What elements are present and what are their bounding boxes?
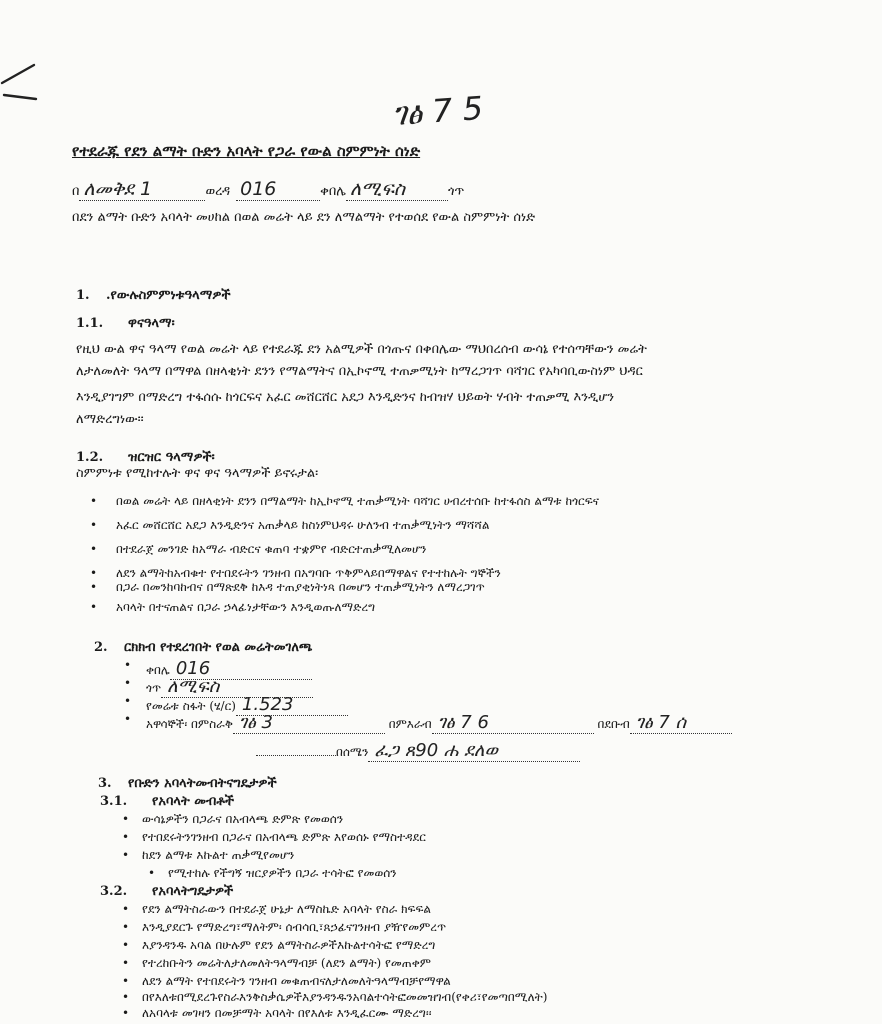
section-2-heading: 2. ርክክብ የተደረገበት የወል መሬትመገለጫ [94,640,313,655]
kebele-field: • ቀበሌ 016 [146,658,312,680]
gott-value: ለሚፍስ [346,178,448,201]
kebele-label: ቀበሌ [320,184,346,199]
paragraph-line: እንዲያገግም በማድረግ ተፋሰሱ ከጎርፍና አፈር መሸርሸር አደጋ እንዲድንና ከብዝሃ ህይወት ሃብት ተጠቃሚ እንዲሆን [76,390,615,405]
section-3-2-heading: 3.2. የአባላትግዴታዎች [100,884,234,899]
list-item: • በተደራጀ መንገድ ከአማራ ብድርና ቁጠባ ተቋምየ ብድርተጠቃሚለመሆን [116,542,426,557]
list-item: • በጋራ በመንከባከብና በማጽደቅ ከእዳ ተጠያቂነትነጻ በመሆን ተጠቃሚነትን ለማረጋገጥ [116,580,485,595]
location-line [72,178,464,201]
woreda-value: ለመቅደ 1 [79,178,205,201]
page-number: ገፅ 7 5 [390,88,485,134]
intro-line: በደን ልማት ቡድን አባላት መሀከል በወል መሬት ላይ ደን ለማልማት የተወሰደ የውል ስምምነት ሰነድ [72,210,536,225]
list-item: • አባላት በተናጠልና በጋራ ኃላፊነታቸውን እንዲወጡለማድረግ [116,600,375,615]
area-field: • የመሬቱ ስፋት (ሄ/ር) 1.523 [146,694,348,716]
list-item: • እያንዳንዱ አባል በሁሉም የደን ልማትስራዎችእኩልተሳትፎ የማድረግ [142,938,435,953]
document-title: የተደራጁ የደን ልማት ቡድን አባላት የጋራ የውል ስምምነት ሰነድ [72,142,421,160]
kebele-code: 016 [236,178,320,201]
section-3-heading: 3. የቡድን አባላትመብትናግዴታዎች [98,776,277,791]
gott-field: • ጎጥ ለሚፍስ [146,676,313,698]
list-sub-item: • የሚተከሉ የችግኝ ዝርያዎችን በጋራ ተሳትፎ የመወሰን [168,866,397,881]
section-1-2-heading: 1.2. ዝርዝር ዓላማዎች፡ [76,450,215,465]
woreda-label: ወረዳ [205,184,231,199]
section-1-1-heading: 1.1. ዋናዓላማ፡ [76,316,175,331]
borders-field: • አዋሳኞች፡ በምስራቅ ገፅ 3 በምእራብ ገፅ 7 6 በደቡብ ገፅ 7 ሰ [146,712,732,734]
list-item: • የተበደሩትንገንዘብ በጋራና በአብላጫ ድምጽ እየወሰኑ የማስተዳደር [142,830,426,845]
list-item: • በወል መሬት ላይ በዘላቂነት ደንን በማልማት ከኢኮኖሚ ተጠቃሚነት ባሻገር ሀብረተሰቡ ከተፋሰስ ልማቱ ከጎርፍና [116,494,599,509]
list-item: • በየእለቱበሚደረጉየስራእንቅስቃሴዎችእያንዳንዱንአባልተሳትፎመመዝገብ(የቀሪ፣የመጣበሚለት) [142,990,547,1005]
list-item: • ለደን ልማትከአብቁተ የተበደሩትን ገንዘብ በአግባቡ ጥቅምላይበማዋልና የተተከሉት ግኞችን [116,566,501,581]
paragraph-line: ለታለመለት ዓላማ በማዋል በዘላቂነት ደንን የማልማትና በኢኮኖሚ ተጠቃሚነት ከማረጋገጥ ባሻገር የአካባቢውስነም ህዳር [76,364,643,379]
pen-stroke-mark [0,55,60,105]
north-border-field: በሰሜን ፈጋ ጸ90 ሐ ደለወ [256,740,580,762]
paragraph-line: የዚህ ውል ዋና ዓላማ የወል መሬት ላይ የተደራጁ ደን አልሚዎች በጎጡና በቀበሌው ማህበረሰብ ውሳኔ የተሰጣቸውን መሬት [76,342,647,357]
paragraph-line: ለማድረግነው፡፡ [76,412,144,427]
section-1-heading: 1. .የውሉስምምነቱዓላማዎች [76,288,231,303]
list-item: • የተረከቡትን መሬትለታለመለትዓላማብቻ (ለደን ልማት) የመጠቀም [142,956,431,971]
list-item: • የደን ልማትስራውን በተደራጀ ሁኔታ ለማስኬድ አባላት የስራ ክፍፍል [142,902,431,917]
gott-label: ጎጥ [447,184,465,199]
section-3-1-heading: 3.1. የአባላት መብቶች [100,794,235,809]
list-item: • ከደን ልማቱ እኩልተ ጠቃሚየመሆን [142,848,294,863]
list-item: • ለደን ልማት የተበደሩትን ገንዘብ መቁጠብናለታለመለትዓላማብቻየማዋል [142,974,451,989]
paragraph-line: ስምምነቱ የሚከተሉት ዋና ዋና ዓላማዎች ይኖሩታል፡ [76,466,319,481]
list-item: • ለአባላቱ መገዛን በመቻማት አባላት በየእለቱ እንዲፈርሙ ማድረግ፡፡ [142,1006,432,1021]
woreda-prefix: በ [72,184,80,199]
list-item: • ውሳኔዎችን በጋራና በአብላጫ ድምጽ የመወሰን [142,812,343,827]
list-item: • አፈር መሸርሸር አደጋ እንዲድንና አጠቃላይ ከስነምህዳሩ ሁለንብ ተጠቃሚነትን ማሻሻል [116,518,489,533]
list-item: • እንዲያደርጉ የማድረግ፣ማለትም፡ ሰብሳቢ፣ጸኃፊናገንዘብ ያዥየመምረጥ [142,920,446,935]
